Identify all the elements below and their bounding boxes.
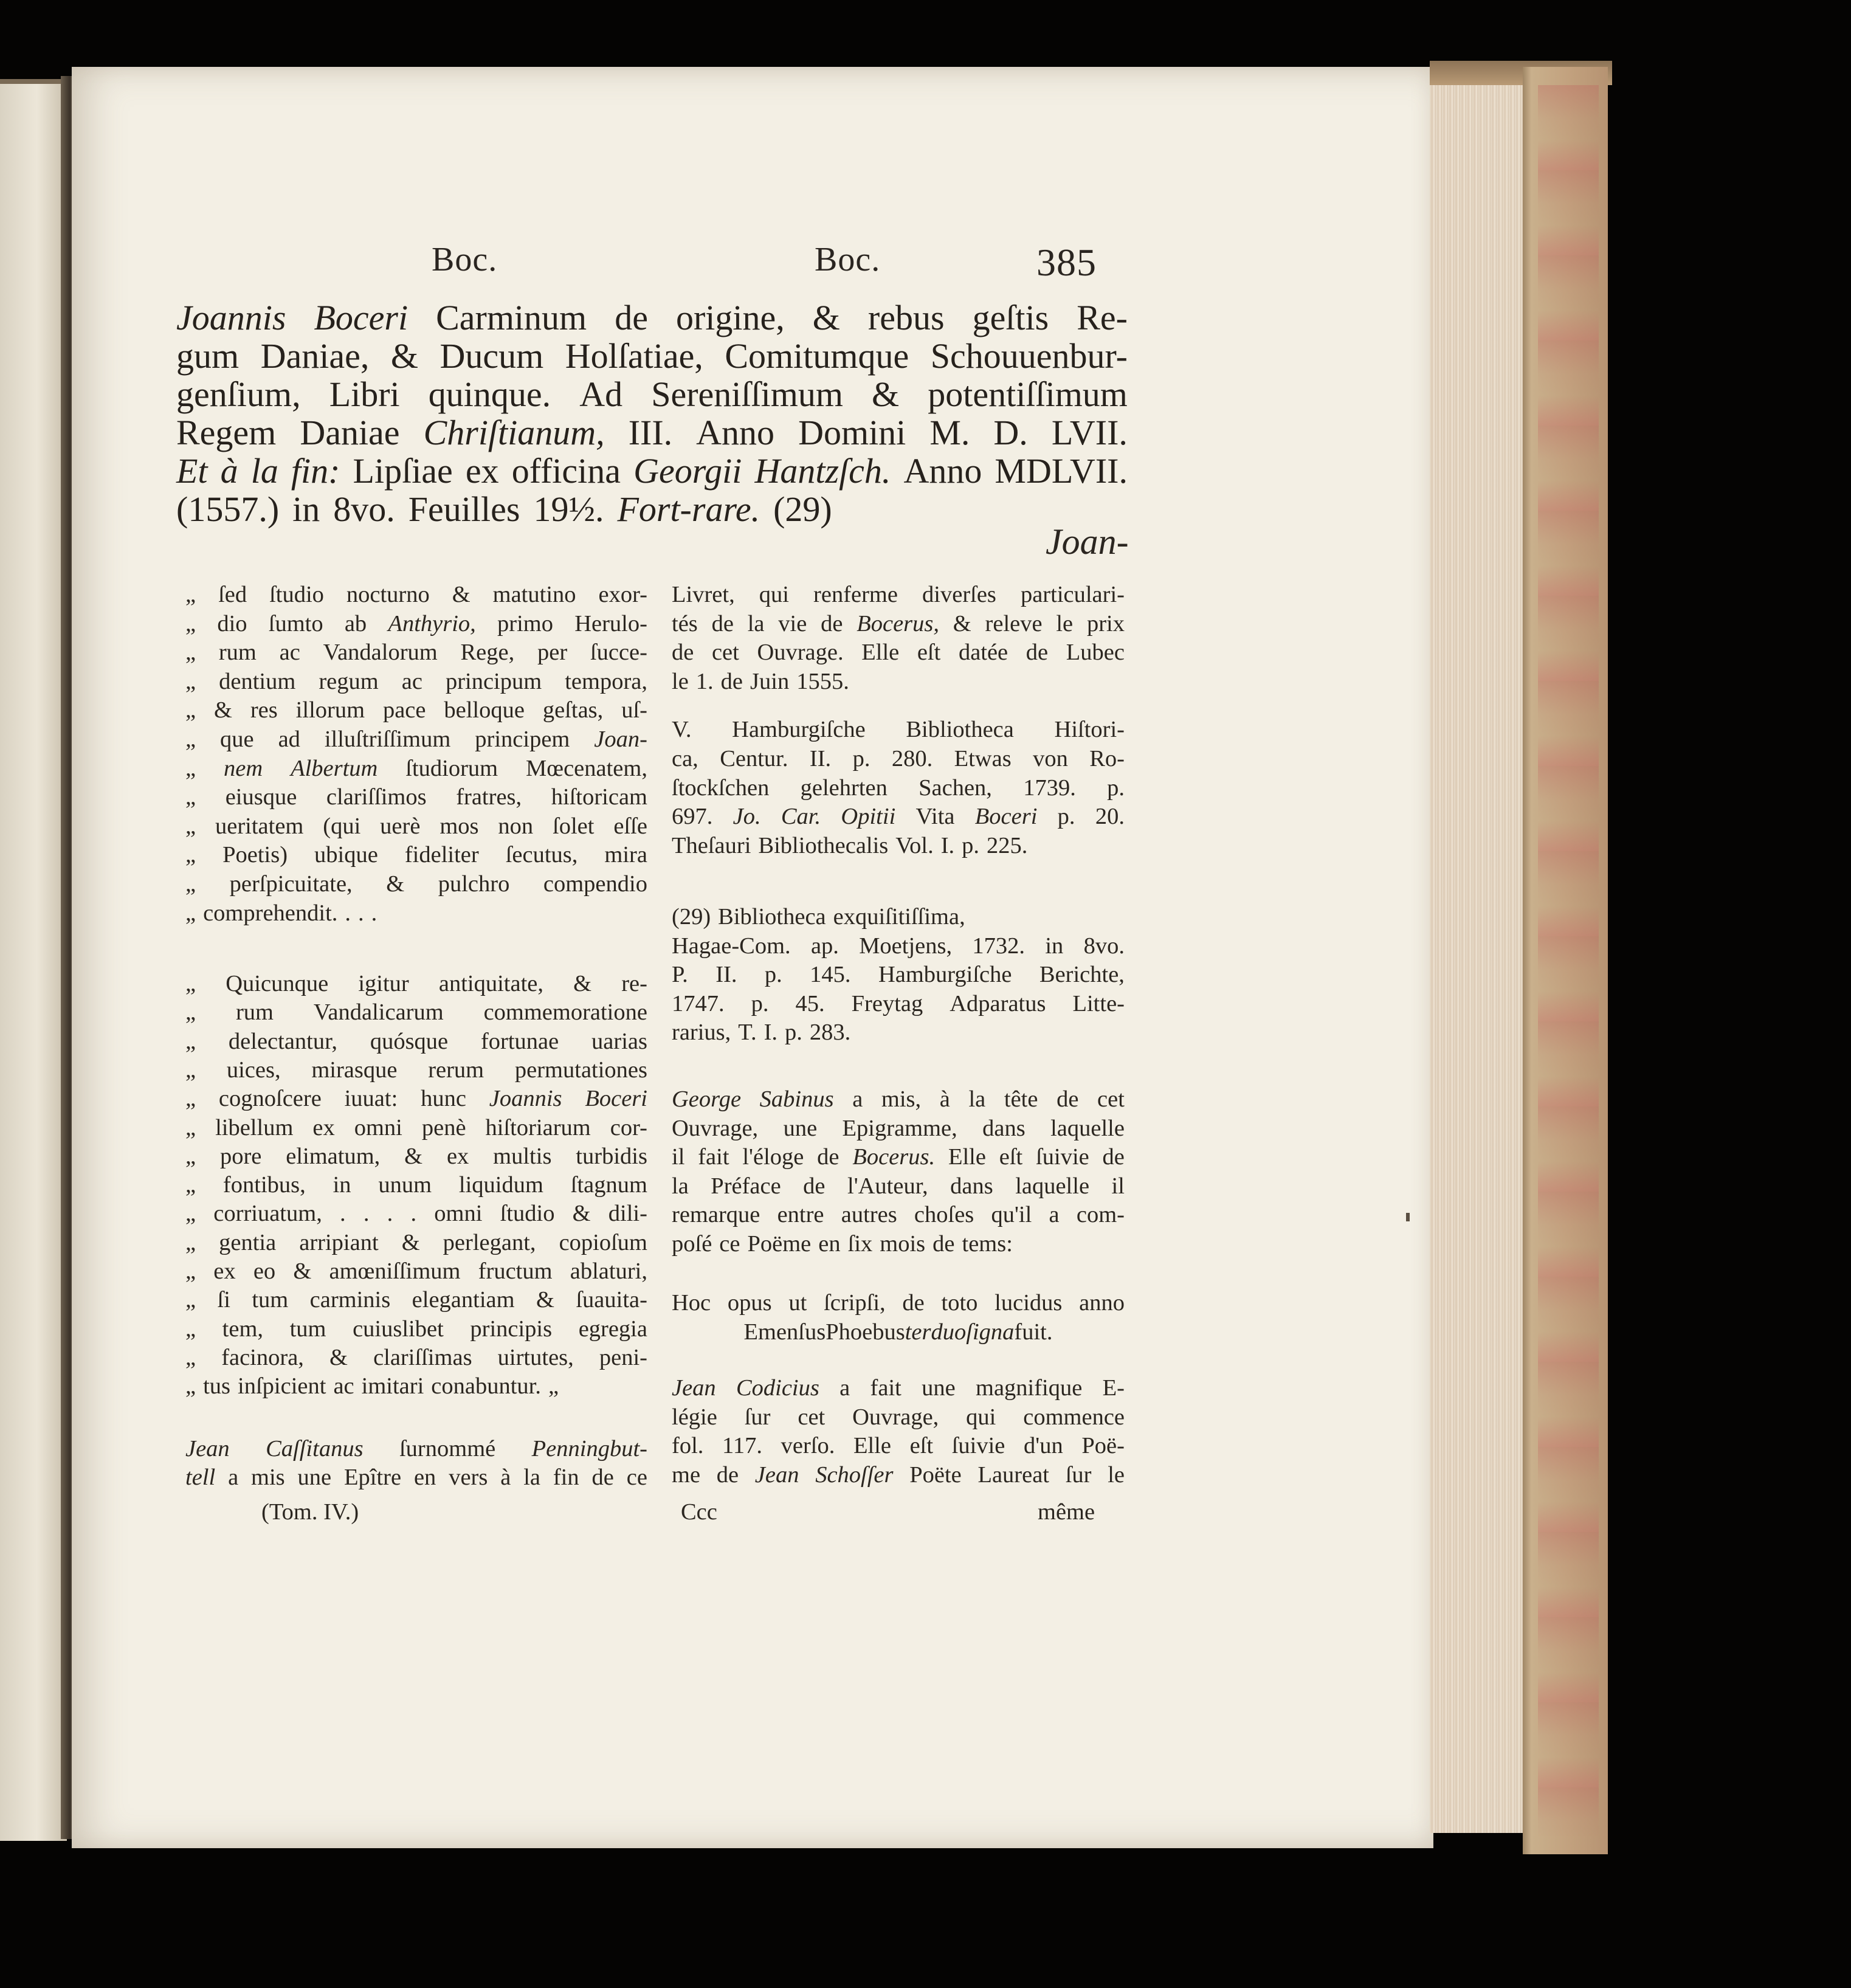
quote-line: „ corriuatum, . . . . omni ſtudio & dili- <box>185 1201 647 1227</box>
reference-line: Theſauri Bibliothecalis Vol. I. p. 225. <box>672 833 1028 859</box>
body-line: tés de la vie de Bocerus, & releve le prix <box>672 610 1125 637</box>
title-line: genſium, Libri quinque. Ad Sereniſſimum & potentiſſimum <box>176 374 1128 414</box>
quote-line: „ ex eo & amœniſſimum fructum ablaturi, <box>185 1258 647 1284</box>
quote-line: „ comprehendit. . . . <box>185 900 377 926</box>
title-line: Regem Daniae Chriſtianum, III. Anno Domini M. D. LVII. <box>176 413 1128 452</box>
verse-line: Hoc opus ut ſcripſi, de toto lucidus anno <box>672 1290 1125 1316</box>
footnote-line: (29) Bibliotheca exquiſitiſſima, <box>672 904 965 930</box>
reference-line: ca, Centur. II. p. 280. Etwas von Ro- <box>672 745 1125 771</box>
signature-mark: Ccc <box>681 1499 717 1525</box>
title-line: Joannis Boceri Carminum de origine, & rebus geſtis Re- <box>176 298 1128 337</box>
body-line: Ouvrage, une Epigramme, dans laquelle <box>672 1115 1125 1141</box>
body-line: il fait l'éloge de Bocerus. Elle eſt ſuivie de <box>672 1144 1125 1170</box>
body-line: poſé ce Poëme en ſix mois de tems: <box>672 1231 1013 1257</box>
body-line: remarque entre autres choſes qu'il a com- <box>672 1202 1125 1228</box>
quote-line: „ Quicunque igitur antiquitate, & re- <box>185 971 647 996</box>
body-line: me de Jean Schoſſer Poëte Laureat ſur le <box>672 1462 1125 1488</box>
catchword-bottom: même <box>1038 1499 1095 1525</box>
quote-line: „ tem, tum cuiuslibet principis egregia <box>185 1316 647 1342</box>
quote-line: „ & res illorum pace belloque geſtas, uſ- <box>185 697 647 723</box>
volume-signature: (Tom. IV.) <box>261 1499 359 1525</box>
body-line: Jean Caſſitanus ſurnommé Penningbut- <box>185 1436 647 1462</box>
quote-line: „ delectantur, quósque fortunae uarias <box>185 1028 647 1054</box>
catchword-top: Joan- <box>1046 522 1129 562</box>
quote-line: „ gentia arripiant & perlegant, copioſum <box>185 1229 647 1255</box>
marbled-board-pattern <box>1538 85 1599 1836</box>
footnote-line: P. II. p. 145. Hamburgiſche Berichte, <box>672 962 1125 988</box>
reference-line: V. Hamburgiſche Bibliotheca Hiſtori- <box>672 717 1125 742</box>
title-line: (1557.) in 8vo. Feuilles 19½. Fort-rare. (29) <box>176 489 832 529</box>
quote-line: „ facinora, & clariſſimas uirtutes, peni- <box>185 1344 647 1370</box>
body-line: légie ſur cet Ouvrage, qui commence <box>672 1404 1125 1430</box>
quote-line: „ cognoſcere iuuat: hunc Joannis Boceri <box>185 1086 647 1112</box>
footnote-line: rarius, T. I. p. 283. <box>672 1020 851 1046</box>
quote-line: „ perſpicuitate, & pulchro compendio <box>185 871 647 897</box>
running-head-center: Boc. <box>815 241 881 278</box>
quote-line: „ que ad illuſtriſſimum principem Joan- <box>185 727 647 752</box>
body-line: tell a mis une Epître en vers à la fin de ce <box>185 1465 647 1491</box>
quote-line: „ pore elimatum, & ex multis turbidis <box>185 1143 647 1169</box>
facing-page-edge <box>0 79 67 1841</box>
quote-line: „ libellum ex omni penè hiſtoriarum cor- <box>185 1114 647 1141</box>
quote-line: „ ſed ſtudio nocturno & matutino exor- <box>185 582 647 607</box>
running-head-left: Boc. <box>432 241 498 278</box>
footnote-line: 1747. p. 45. Freytag Adparatus Litte- <box>672 990 1125 1016</box>
body-line: fol. 117. verſo. Elle eſt ſuivie d'un Poë- <box>672 1433 1125 1459</box>
reference-line: 697. Jo. Car. Opitii Vita Boceri p. 20. <box>672 804 1125 830</box>
quote-line: „ ſi tum carminis elegantiam & ſuauita- <box>185 1287 647 1313</box>
quote-line: „ fontibus, in unum liquidum ſtagnum <box>185 1172 647 1198</box>
body-line: George Sabinus a mis, à la tête de cet <box>672 1086 1125 1112</box>
quote-line: „ eiusque clariſſimos fratres, hiſtoricam <box>185 784 647 810</box>
quote-line: „ ueritatem (qui uerè mos non ſolet eſſe <box>185 813 647 839</box>
title-line: Et à la fin: Lipſiae ex officina Georgii Hantzſch. Anno MDLVII. <box>176 451 1128 491</box>
body-line: Jean Codicius a fait une magnifique E- <box>672 1375 1125 1401</box>
quote-line: „ dentium regum ac principum tempora, <box>185 668 647 694</box>
quote-line: „ dio ſumto ab Anthyrio, primo Herulo- <box>185 610 647 637</box>
paper-speck <box>1406 1213 1410 1221</box>
body-line: la Préface de l'Auteur, dans laquelle il <box>672 1173 1125 1199</box>
quote-line: „ rum Vandalicarum commemoratione <box>185 999 647 1026</box>
body-line: Livret, qui renferme diverſes particulari- <box>672 582 1125 607</box>
verse-line: Emenſus Phoebus ter duo ſigna fuit. <box>743 1319 1053 1345</box>
quote-line: „ Poetis) ubique fideliter ſecutus, mira <box>185 842 647 868</box>
body-line: de cet Ouvrage. Elle eſt datée de Lubec <box>672 640 1125 666</box>
quote-line: „ nem Albertum ſtudiorum Mœcenatem, <box>185 755 647 781</box>
quote-line: „ tus inſpicient ac imitari conabuntur. „ <box>185 1373 559 1400</box>
footnote-line: Hagae-Com. ap. Moetjens, 1732. in 8vo. <box>672 933 1125 959</box>
title-line: gum Daniae, & Ducum Holſatiae, Comitumque Schouuenbur- <box>176 336 1128 376</box>
quote-line: „ rum ac Vandalorum Rege, per ſucce- <box>185 640 647 666</box>
reference-line: ſtockſchen gelehrten Sachen, 1739. p. <box>672 775 1125 801</box>
page-fore-edge <box>1430 82 1526 1833</box>
quote-line: „ uices, mirasque rerum permutationes <box>185 1057 647 1083</box>
page-number: 385 <box>1036 241 1097 284</box>
body-line: le 1. de Juin 1555. <box>672 668 849 694</box>
